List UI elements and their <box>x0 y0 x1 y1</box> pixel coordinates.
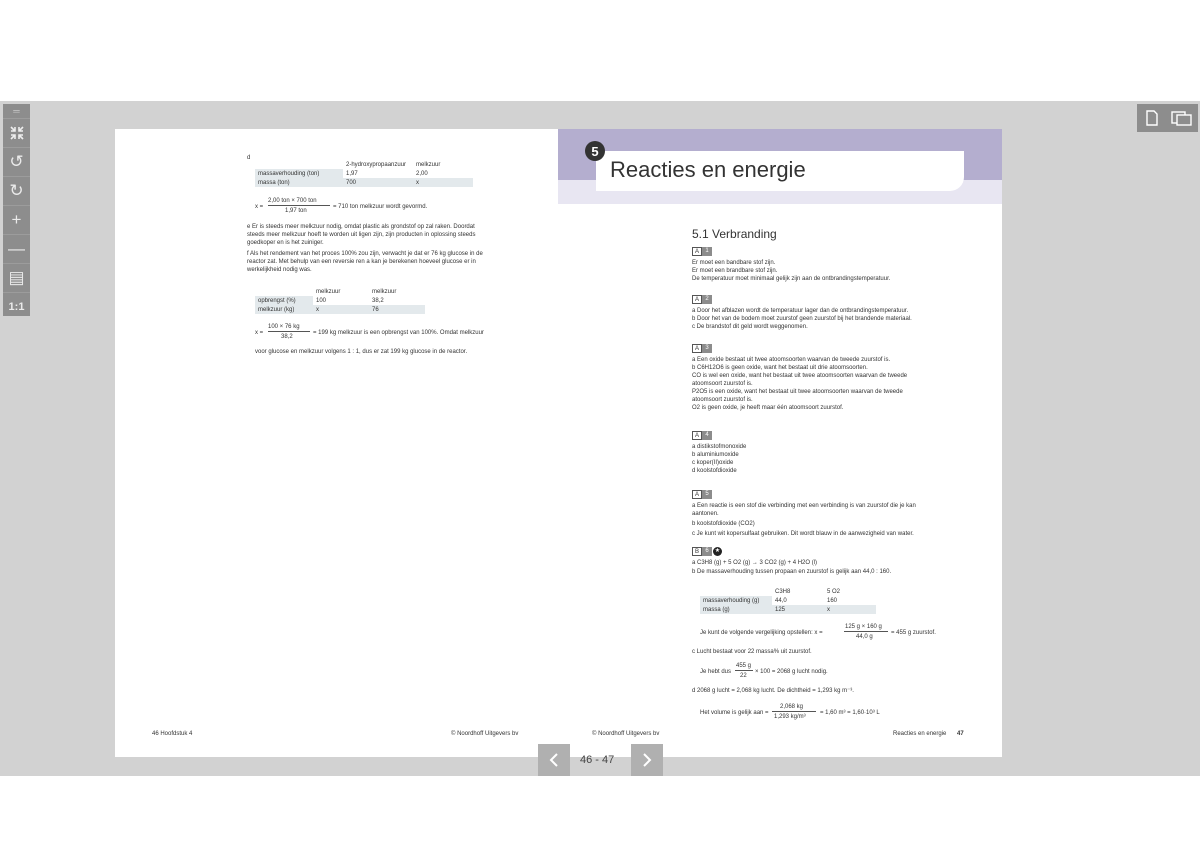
double-page-button[interactable] <box>1167 104 1197 132</box>
table-cell: x <box>313 305 369 314</box>
answer-line: a C3H8 (g) + 5 O2 (g) → 3 CO2 (g) + 4 H2O (l) <box>692 560 818 566</box>
exercise-number: 5 <box>702 490 712 499</box>
mass-table-1 <box>255 160 473 187</box>
table-cell: melkzuur (kg) <box>255 305 313 314</box>
fraction-line <box>844 631 888 632</box>
rotate-right-icon: ↻ <box>9 181 24 200</box>
table-header <box>700 587 772 596</box>
single-page-button[interactable] <box>1137 104 1167 132</box>
answer-line: c Lucht bestaat voor 22 massa% uit zuurstof. <box>692 649 812 655</box>
answer-line: b aluminiumoxide <box>692 452 739 458</box>
answer-line: b C6H12O6 is geen oxide, want het bestaat uit drie atoomsoorten. <box>692 365 868 371</box>
actual-size-button[interactable] <box>3 292 30 321</box>
thumbnail-icon: ▤ <box>8 268 25 287</box>
exercise-badge: A 3 <box>692 344 712 353</box>
section-title: 5.1 Verbranding <box>692 227 777 241</box>
table-cell: 44,0 <box>775 597 787 604</box>
answer-e-line-2: steeds meer melkzuur hoeft te worden uit ligen zijn, zijn producten in oplossing steeds <box>247 232 476 238</box>
page-indicator: 46 - 47 <box>580 754 615 766</box>
answer-line: a Een reactie is een stof die verbinding met een verbinding is van zuurstof die je kan <box>692 503 916 509</box>
table-cell: massaverhouding (ton) <box>255 169 343 178</box>
mass-table-2 <box>700 587 876 614</box>
table-cell: 2,00 <box>416 170 428 177</box>
exercise-badge: A 4 <box>692 431 712 440</box>
table-header: C3H8 <box>772 587 824 596</box>
answer-line: c Je kunt wit kopersulfaat gebruiken. Dit wordt blauw in de aanwezigheid van water. <box>692 531 914 537</box>
plus-icon: + <box>11 210 22 229</box>
answer-line: c De brandstof dit geld wordt weggenomen. <box>692 324 808 330</box>
table-header: 2-hydroxypropaanzuur <box>343 160 413 169</box>
fit-screen-icon <box>10 126 24 140</box>
exercise-number: 4 <box>702 431 712 440</box>
toolbar-grip[interactable]: ═ <box>13 106 20 116</box>
right-page-copyright: © Noordhoff Uitgevers bv <box>592 731 660 737</box>
fraction-line <box>772 711 816 712</box>
rotate-left-icon: ↺ <box>9 152 24 171</box>
exercise-badge: A 2 <box>692 295 712 304</box>
table-cell: 100 <box>316 297 327 304</box>
equation-4-prefix: Je hebt dus <box>700 669 732 675</box>
equation-5-prefix: Het volume is gelijk aan = <box>700 710 769 716</box>
table-cell: x <box>824 605 876 614</box>
answer-f-line-1: f Als het rendement van het proces 100% zou zijn, verwacht je dat er 76 kg glucose in de <box>247 251 483 257</box>
equation-1-numerator: 2,00 ton × 700 ton <box>268 198 317 204</box>
answer-line: d koolstofdioxide <box>692 468 737 474</box>
thumbnail-button[interactable] <box>3 263 30 292</box>
rotate-right-button[interactable] <box>3 176 30 205</box>
actual-size-label: 1:1 <box>8 301 25 313</box>
zoom-out-button[interactable] <box>3 234 30 263</box>
table-header: melkzuur <box>413 160 473 169</box>
fraction-line <box>735 670 753 671</box>
equation-4-denominator: 22 <box>740 673 747 679</box>
table-cell: 700 <box>343 178 413 187</box>
answer-line: b Door het van de bodem moet zuurstof geen zuurstof bij het brandende materiaal. <box>692 316 912 322</box>
table-cell: massaverhouding (g) <box>700 596 772 605</box>
table-header <box>255 160 343 169</box>
table-cell: 1,97 <box>346 170 358 177</box>
exercise-number: 3 <box>702 344 712 353</box>
equation-2-prefix: x = <box>255 330 264 336</box>
left-page-copyright: © Noordhoff Uitgevers bv <box>451 731 519 737</box>
table-cell: opbrengst (%) <box>255 296 313 305</box>
equation-2-denominator: 38,2 <box>281 334 293 340</box>
exercise-badge: A 1 <box>692 247 712 256</box>
equation-5-denominator: 1,293 kg/m³ <box>774 714 806 720</box>
rotate-left-button[interactable] <box>3 147 30 176</box>
answer-line: d 2068 g lucht = 2,068 kg lucht. De dichtheid = 1,293 kg m⁻³. <box>692 688 854 694</box>
left-page-footer: 46 Hoofdstuk 4 <box>152 731 193 737</box>
equation-4-numerator: 455 g <box>736 663 752 669</box>
exercise-number: 6 <box>702 547 712 556</box>
equation-3-result: = 455 g zuurstof. <box>891 630 936 636</box>
equation-2-result: = 199 kg melkzuur is een opbrengst van 100%. Omdat melkzuur <box>313 330 484 336</box>
right-page-footer: Reacties en energie <box>893 731 947 737</box>
table-cell: 76 <box>369 305 425 314</box>
right-page <box>558 129 1002 757</box>
answer-line: b De massaverhouding tussen propaan en zuurstof is gelijk aan 44,0 : 160. <box>692 569 892 575</box>
answer-e-line-1: e Er is steeds meer melkzuur nodig, omdat plastic als grondstof op zal raken. Doordat <box>247 224 475 230</box>
answer-line: atoomsoort zuurstof is. <box>692 381 753 387</box>
item-label-d: d <box>247 155 251 161</box>
table-header: melkzuur <box>313 287 369 296</box>
answer-f-line-2: reactor zat. Met behulp van een reversie ren a kan je berekenen hoeveel glucose er in <box>247 259 476 265</box>
answer-line: a Een oxide bestaat uit twee atoomsoorten waarvan de tweede zuurstof is. <box>692 357 891 363</box>
table-cell: x <box>413 178 473 187</box>
equation-1-denominator: 1,97 ton <box>285 208 307 214</box>
answer-line: O2 is geen oxide, je heeft maar één atoomsoort zuurstof. <box>692 405 844 411</box>
equation-3-numerator: 125 g × 160 g <box>845 624 882 630</box>
fit-screen-button[interactable] <box>3 118 30 147</box>
table-cell: 38,2 <box>372 297 384 304</box>
answer-line: P2O5 is een oxide, want het bestaat uit twee atoomsoorten waarvan de tweede <box>692 389 903 395</box>
answer-line: CO is wel een oxide, want het bestaat uit twee atoomsoorten waarvan de tweede <box>692 373 908 379</box>
left-page <box>115 129 600 757</box>
equation-5-numerator: 2,068 kg <box>780 704 804 710</box>
answer-line: a Door het afblazen wordt de temperatuur lager dan de ontbrandingstemperatuur. <box>692 308 909 314</box>
answer-line: c koper(II)oxide <box>692 460 734 466</box>
fraction-line <box>268 331 310 332</box>
equation-1-prefix: x = <box>255 204 264 210</box>
chapter-number: 5 <box>585 141 605 161</box>
left-toolbar <box>3 104 30 316</box>
exercise-number: 1 <box>702 247 712 256</box>
table-cell: 160 <box>827 597 838 604</box>
answer-line: Er moet een brandbare stof zijn. <box>692 268 778 274</box>
table-header <box>255 287 313 296</box>
chevron-left-icon <box>549 753 559 767</box>
equation-2-line-2: voor glucose en melkzuur volgens 1 : 1, dus er zat 199 kg glucose in de reactor. <box>255 349 468 355</box>
answer-f-line-3: werkelijkheid nodig was. <box>247 267 312 273</box>
answer-line: aantonen. <box>692 511 719 517</box>
table-header: 5 O2 <box>824 587 876 596</box>
star-icon: ★ <box>714 548 721 554</box>
exercise-badge: B 6 ★ <box>692 547 722 556</box>
answer-line: De temperatuur moet minimaal gelijk zijn aan de ontbrandingstemperatuur. <box>692 276 891 282</box>
answer-line: Er moet een bandbare stof zijn. <box>692 260 776 266</box>
next-page-button[interactable] <box>631 744 663 776</box>
yield-table <box>255 287 425 314</box>
answer-e-line-3: goedkoper en is het zuiniger. <box>247 240 324 246</box>
right-toolbar <box>1137 104 1198 132</box>
answer-line: atoomsoort zuurstof is. <box>692 397 753 403</box>
equation-3-text: Je kunt de volgende vergelijking opstellen: x = <box>700 630 823 636</box>
equation-4-result: × 100 = 2068 g lucht nodig. <box>755 669 828 675</box>
table-cell: 125 <box>772 605 824 614</box>
zoom-in-button[interactable] <box>3 205 30 234</box>
exercise-number: 2 <box>702 295 712 304</box>
table-cell: massa (g) <box>700 605 772 614</box>
table-header: melkzuur <box>369 287 425 296</box>
exercise-badge: A 5 <box>692 490 712 499</box>
equation-5-result: = 1,60 m³ = 1,60·10³ L <box>820 710 880 716</box>
double-page-icon <box>1171 110 1193 126</box>
equation-1-result: = 710 ton melkzuur wordt gevormd. <box>333 204 428 210</box>
chapter-title: Reacties en energie <box>610 157 806 182</box>
equation-2-numerator: 100 × 76 kg <box>268 324 300 330</box>
previous-page-button[interactable] <box>538 744 570 776</box>
answer-line: b koolstofdioxide (CO2) <box>692 521 755 527</box>
answer-line: a distikstofmonoxide <box>692 444 747 450</box>
fraction-line <box>268 205 330 206</box>
minus-icon: — <box>8 239 25 258</box>
right-page-number: 47 <box>957 731 964 737</box>
equation-3-denominator: 44,0 g <box>856 634 873 640</box>
single-page-icon <box>1145 110 1159 126</box>
table-cell: massa (ton) <box>255 178 343 187</box>
chevron-right-icon <box>642 753 652 767</box>
